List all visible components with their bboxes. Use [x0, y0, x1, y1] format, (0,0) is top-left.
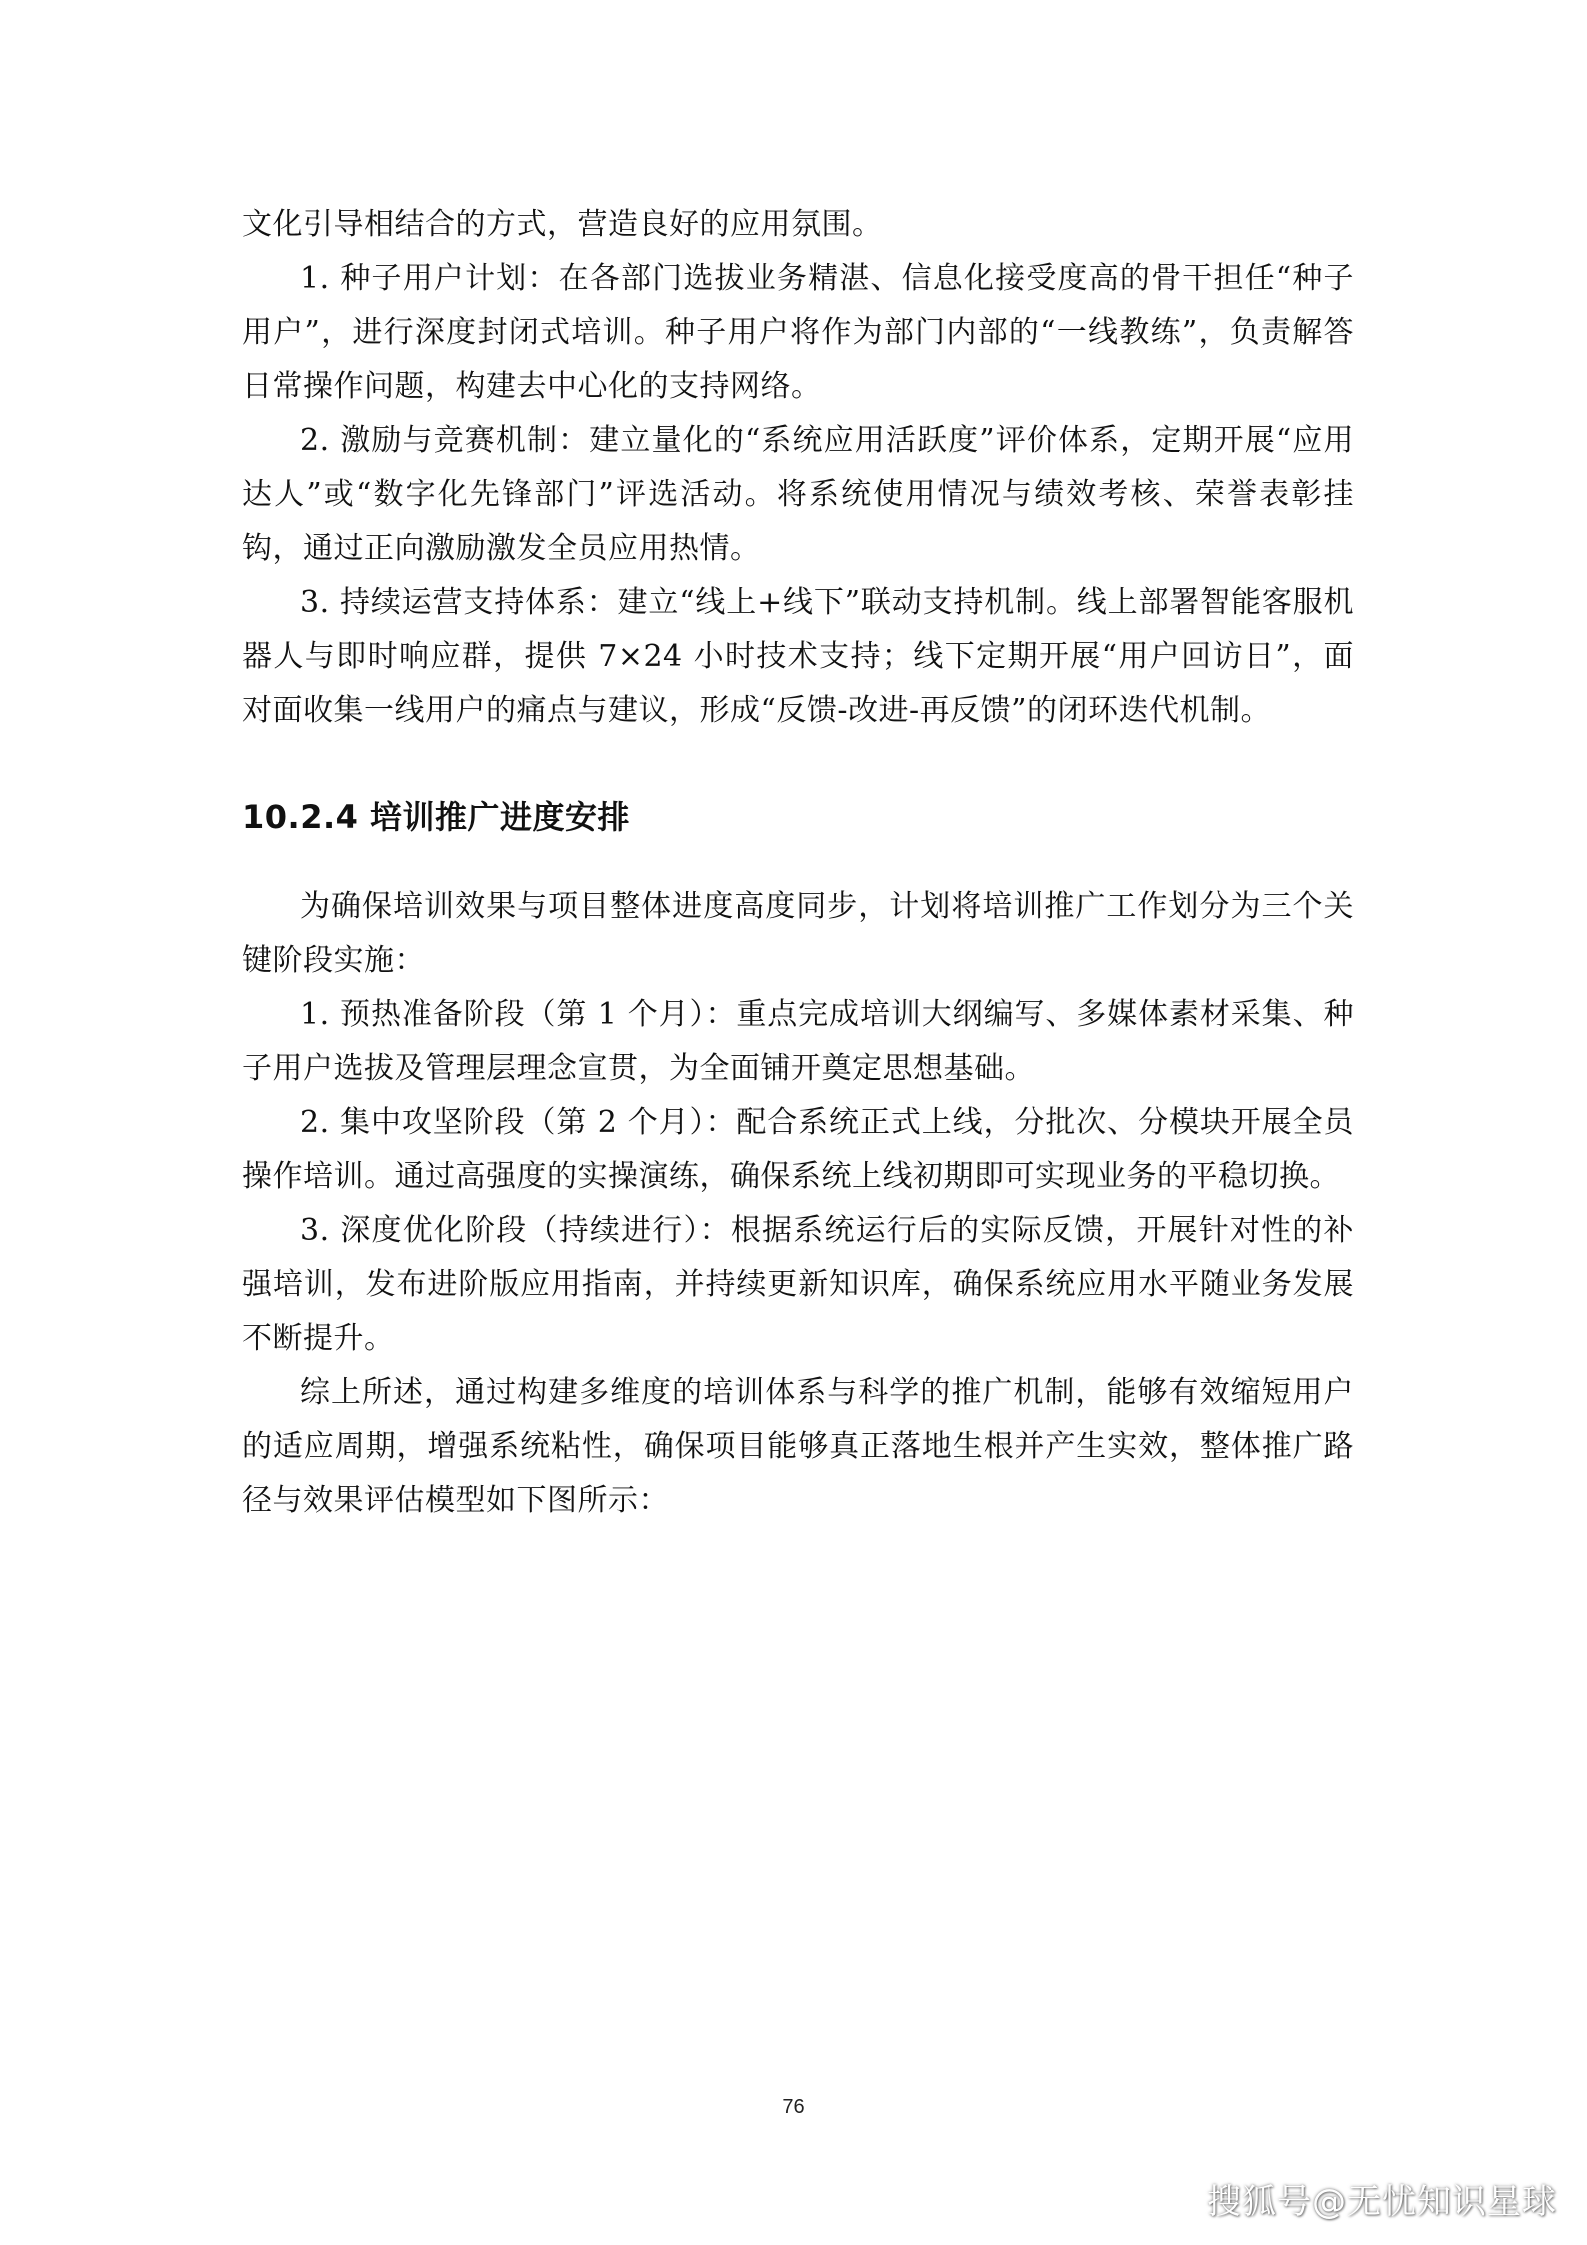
- section-heading: 10.2.4 培训推广进度安排: [242, 798, 631, 836]
- page-number: 76: [782, 2096, 805, 2118]
- paragraph-support-system: 3. 持续运营支持体系：建立“线上+线下”联动支持机制。线上部署智能客服机器人与即时响应群，提供 7×24 小时技术支持；线下定期开展“用户回访日”，面对面收集一线用户的痛点与建议，形成“反馈-改进-再反馈”的闭环迭代机制。: [242, 585, 1354, 728]
- paragraph-summary: 综上所述，通过构建多维度的培训体系与科学的推广机制，能够有效缩短用户的适应周期，增强系统粘性，确保项目能够真正落地生根并产生实效，整体推广路径与效果评估模型如下图所示：: [242, 1375, 1354, 1518]
- watermark: 搜狐号@无忧知识星球: [1207, 2182, 1557, 2222]
- page-content: [242, 198, 1354, 1528]
- paragraph-phase-3: 3. 深度优化阶段（持续进行）：根据系统运行后的实际反馈，开展针对性的补强培训，发布进阶版应用指南，并持续更新知识库，确保系统应用水平随业务发展不断提升。: [242, 1213, 1354, 1356]
- paragraph-incentive: 2. 激励与竞赛机制：建立量化的“系统应用活跃度”评价体系，定期开展“应用达人”或“数字化先锋部门”评选活动。将系统使用情况与绩效考核、荣誉表彰挂钩，通过正向激励激发全员应用热情。: [242, 423, 1354, 566]
- paragraph-seed-users: 1. 种子用户计划：在各部门选拔业务精湛、信息化接受度高的骨干担任“种子用户”，进行深度封闭式培训。种子用户将作为部门内部的“一线教练”，负责解答日常操作问题，构建去中心化的支持网络。: [242, 261, 1354, 404]
- paragraph-intro: 为确保培训效果与项目整体进度高度同步，计划将培训推广工作划分为三个关键阶段实施：: [242, 889, 1354, 978]
- paragraph-phase-2: 2. 集中攻坚阶段（第 2 个月）：配合系统正式上线，分批次、分模块开展全员操作培训。通过高强度的实操演练，确保系统上线初期即可实现业务的平稳切换。: [242, 1105, 1354, 1194]
- paragraph-phase-1: 1. 预热准备阶段（第 1 个月）：重点完成培训大纲编写、多媒体素材采集、种子用户选拔及管理层理念宣贯，为全面铺开奠定思想基础。: [242, 997, 1354, 1086]
- paragraph-continuation: 文化引导相结合的方式，营造良好的应用氛围。: [242, 207, 883, 242]
